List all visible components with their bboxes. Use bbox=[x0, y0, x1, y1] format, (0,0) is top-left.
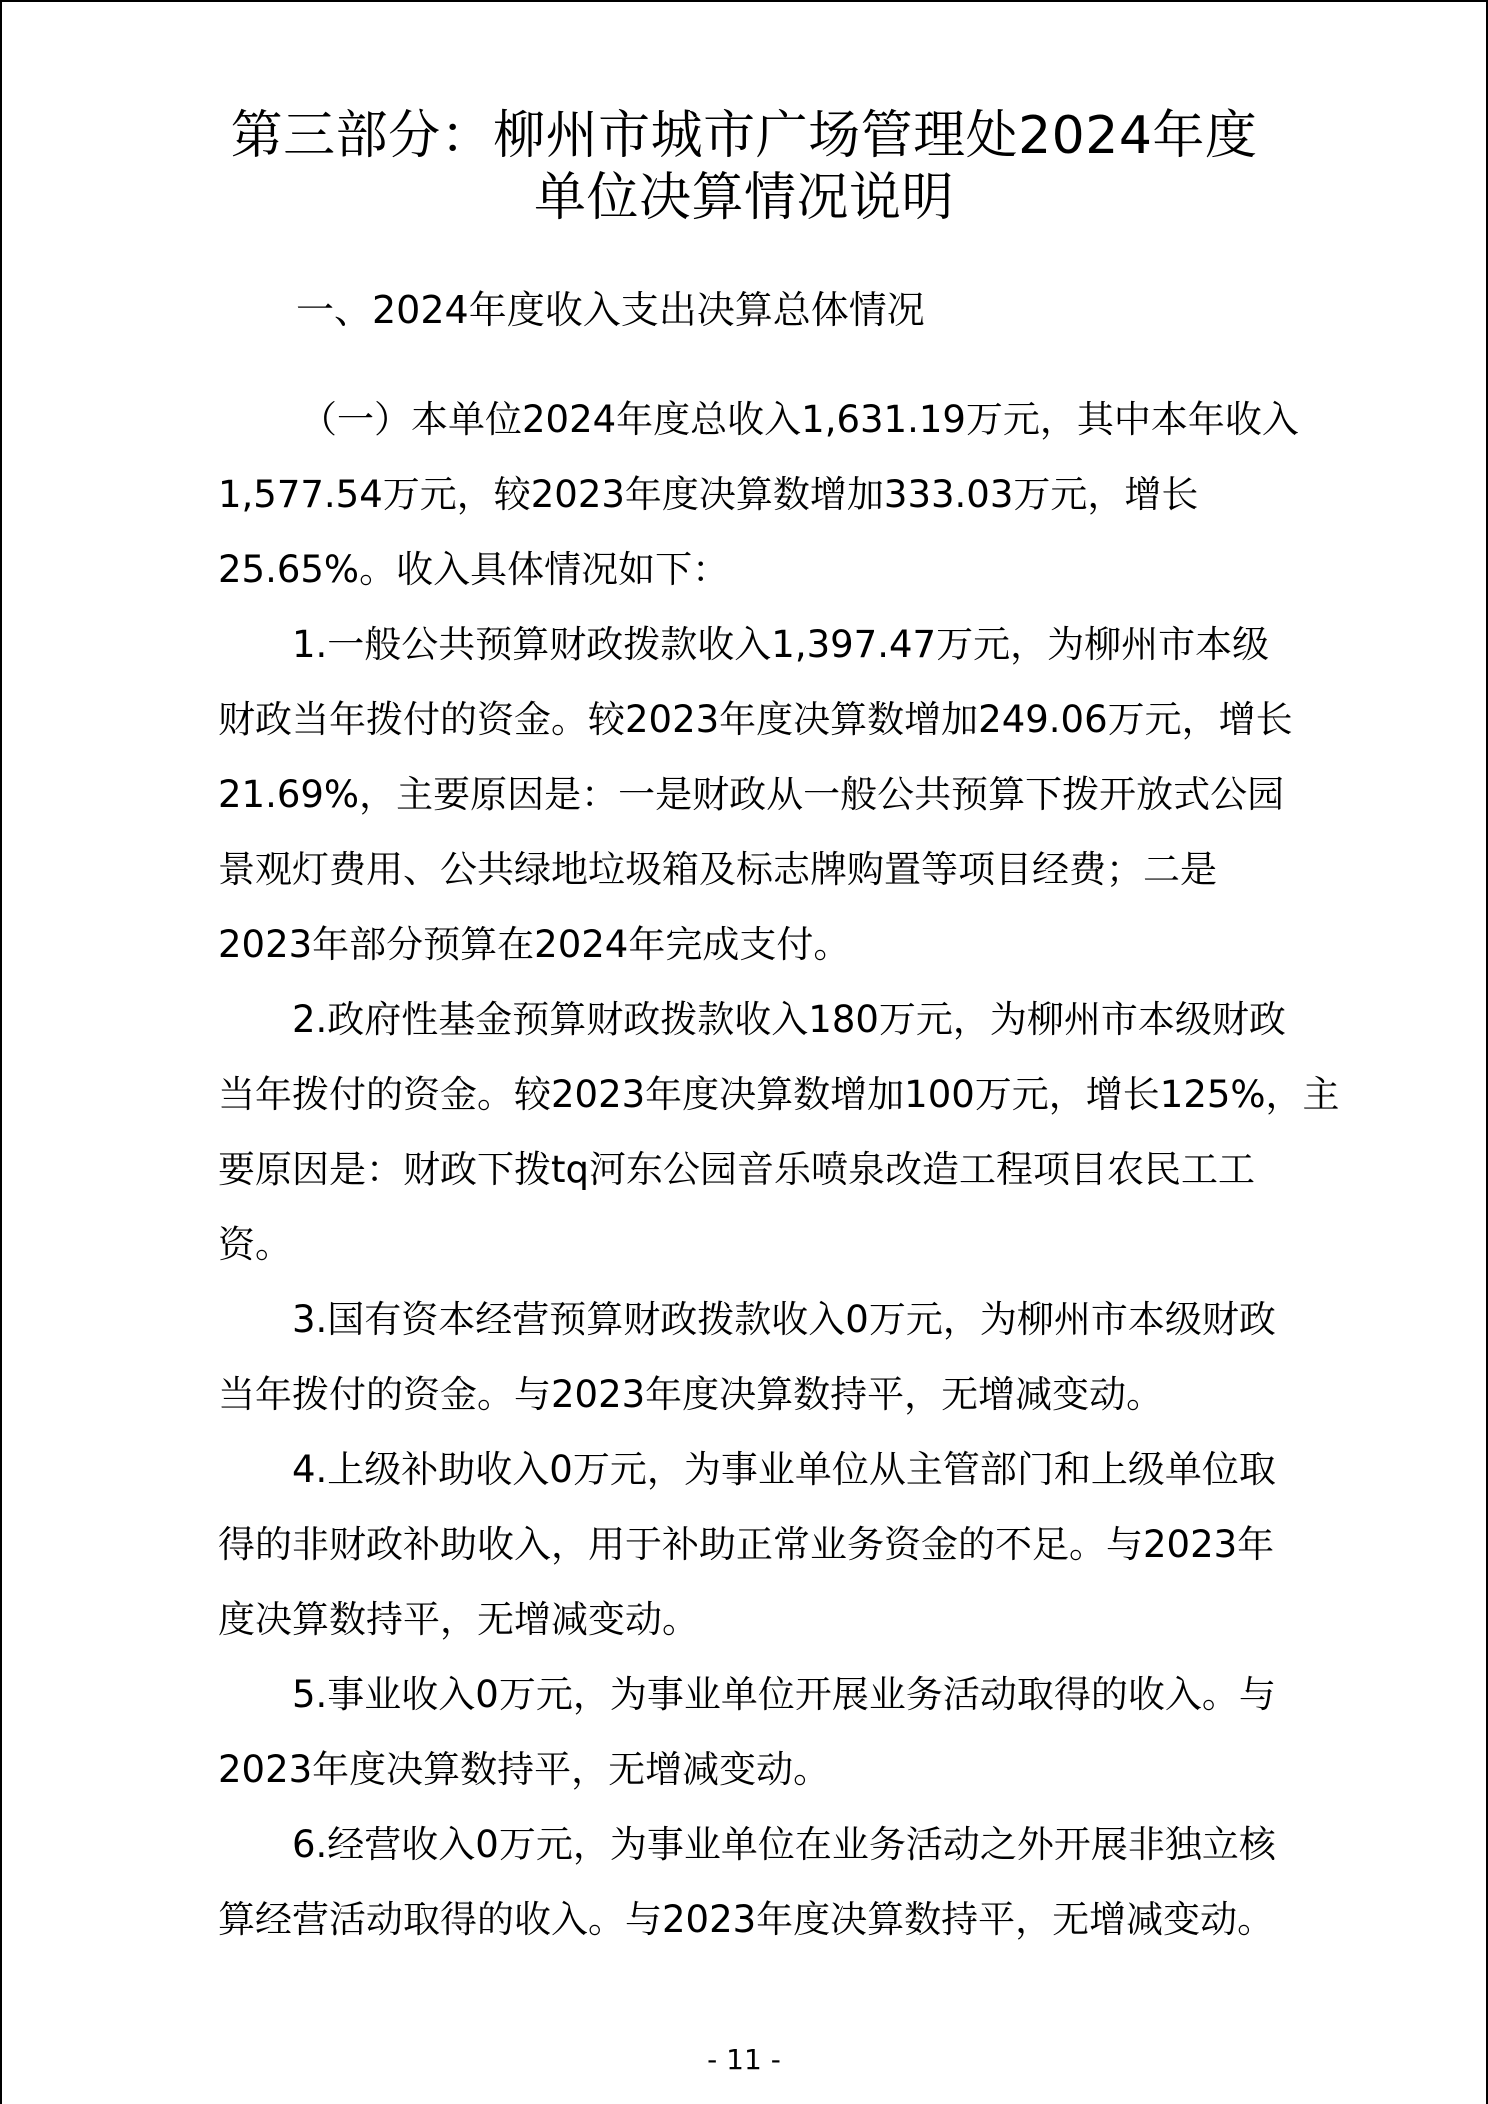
document-title-line-1: 第三部分：柳州市城市广场管理处2024年度 bbox=[230, 106, 1258, 166]
page-number: - 11 - bbox=[707, 2043, 781, 2076]
paragraph-1-line-2: 1,577.54万元，较2023年度决算数增加333.03万元，增长 bbox=[218, 473, 1199, 516]
paragraph-2-line-5: 2023年部分预算在2024年完成支付。 bbox=[218, 923, 851, 966]
paragraph-5-line-1: 4.上级补助收入0万元，为事业单位从主管部门和上级单位取 bbox=[292, 1448, 1276, 1491]
paragraph-3-line-2: 当年拨付的资金。较2023年度决算数增加100万元，增长125%，主 bbox=[218, 1073, 1340, 1116]
paragraph-6-line-2: 2023年度决算数持平，无增减变动。 bbox=[218, 1748, 831, 1791]
paragraph-7-line-1: 6.经营收入0万元，为事业单位在业务活动之外开展非独立核 bbox=[292, 1823, 1276, 1866]
paragraph-2-line-2: 财政当年拨付的资金。较2023年度决算数增加249.06万元，增长 bbox=[218, 698, 1293, 741]
paragraph-1-line-1: （一）本单位2024年度总收入1,631.19万元，其中本年收入 bbox=[300, 398, 1299, 441]
paragraph-2-line-3: 21.69%，主要原因是：一是财政从一般公共预算下拨开放式公园 bbox=[218, 773, 1285, 816]
paragraph-2-line-4: 景观灯费用、公共绿地垃圾箱及标志牌购置等项目经费；二是 bbox=[218, 848, 1217, 891]
paragraph-1-line-3: 25.65%。收入具体情况如下： bbox=[218, 548, 730, 591]
paragraph-7-line-2: 算经营活动取得的收入。与2023年度决算数持平，无增减变动。 bbox=[218, 1898, 1275, 1941]
paragraph-4-line-1: 3.国有资本经营预算财政拨款收入0万元，为柳州市本级财政 bbox=[292, 1298, 1276, 1341]
paragraph-4-line-2: 当年拨付的资金。与2023年度决算数持平，无增减变动。 bbox=[218, 1373, 1164, 1416]
paragraph-6-line-1: 5.事业收入0万元，为事业单位开展业务活动取得的收入。与 bbox=[292, 1673, 1276, 1716]
document-title-line-2: 单位决算情况说明 bbox=[533, 168, 954, 228]
section-heading: 一、2024年度收入支出决算总体情况 bbox=[296, 288, 925, 332]
paragraph-3-line-4: 资。 bbox=[218, 1223, 292, 1266]
paragraph-5-line-3: 度决算数持平，无增减变动。 bbox=[218, 1598, 699, 1641]
paragraph-3-line-3: 要原因是：财政下拨tq河东公园音乐喷泉改造工程项目农民工工 bbox=[218, 1148, 1255, 1191]
paragraph-2-line-1: 1.一般公共预算财政拨款收入1,397.47万元，为柳州市本级 bbox=[292, 623, 1270, 666]
paragraph-5-line-2: 得的非财政补助收入，用于补助正常业务资金的不足。与2023年 bbox=[218, 1523, 1275, 1566]
paragraph-3-line-1: 2.政府性基金预算财政拨款收入180万元，为柳州市本级财政 bbox=[292, 998, 1286, 1041]
